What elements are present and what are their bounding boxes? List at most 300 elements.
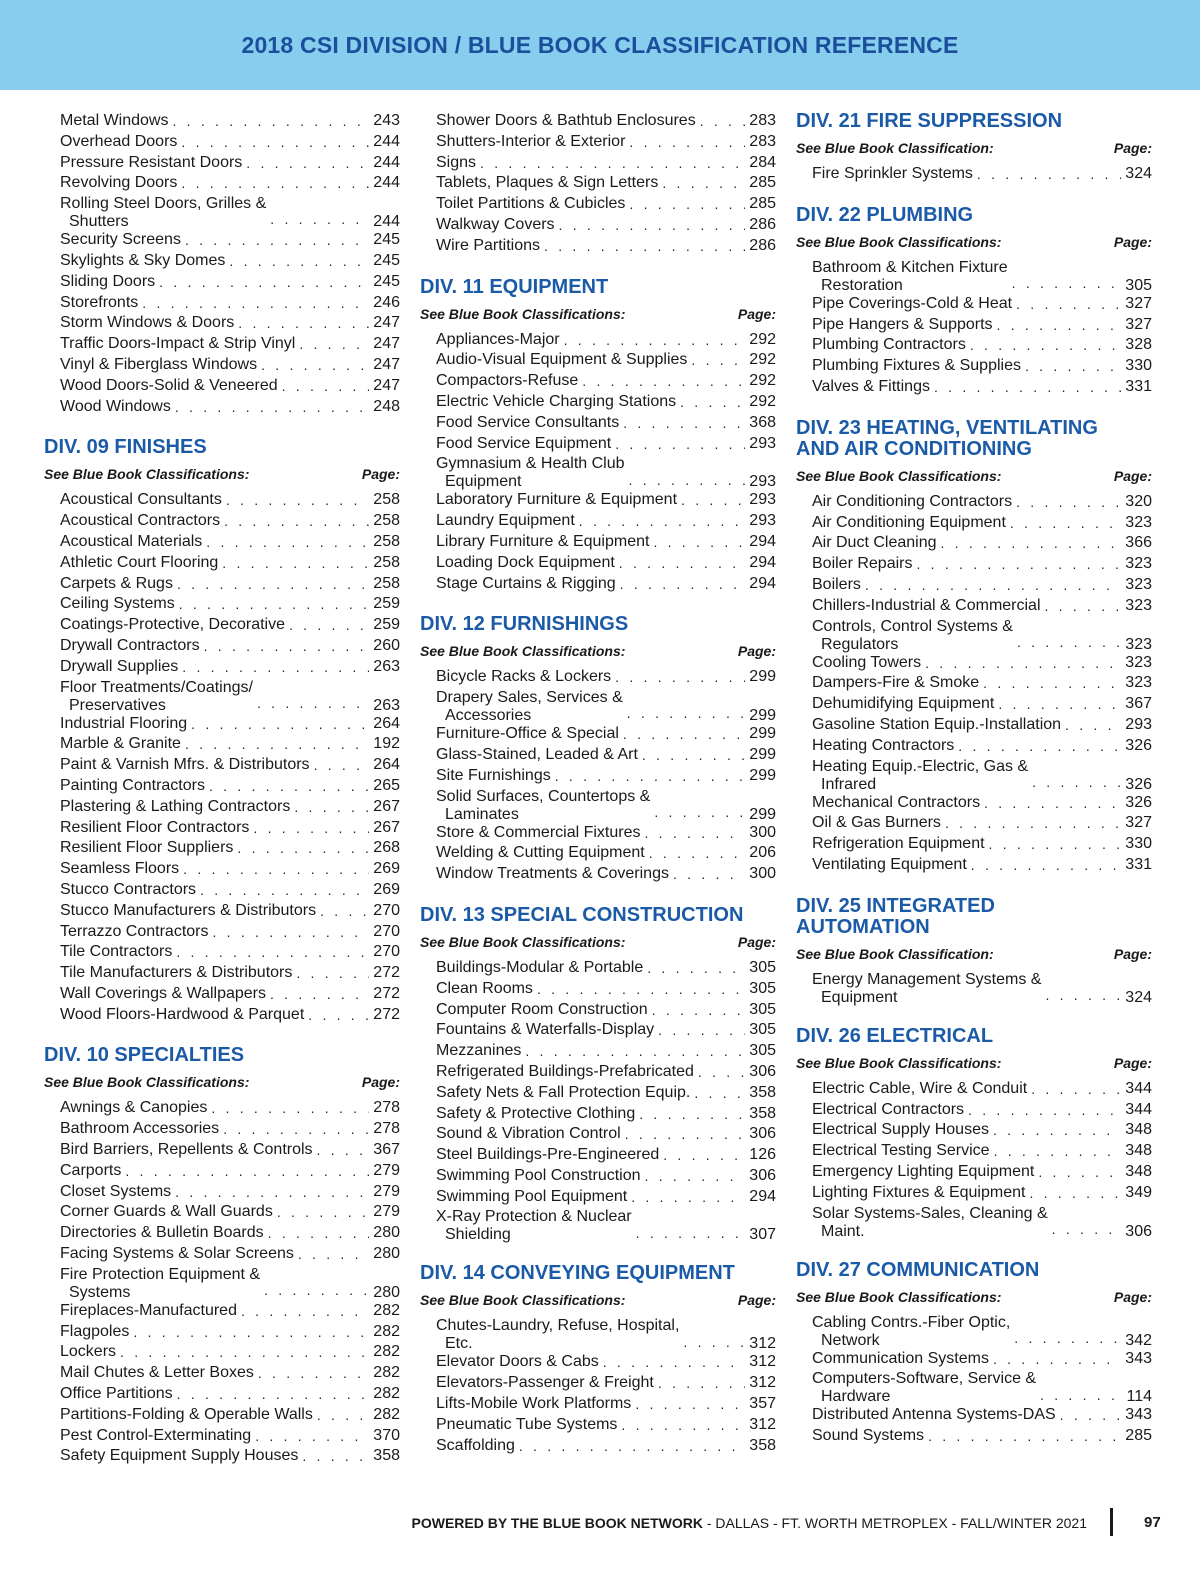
classification-entry bbox=[44, 1405, 400, 1426]
classification-subheading bbox=[796, 140, 1152, 156]
division-title-line1: DIV. 26 ELECTRICAL bbox=[796, 1024, 994, 1047]
dot-leader bbox=[1056, 1405, 1122, 1426]
dot-leader bbox=[631, 1394, 745, 1415]
dot-leader bbox=[1027, 1079, 1121, 1100]
classification-subheading bbox=[44, 466, 400, 482]
entry-name: Stucco Contractors bbox=[60, 880, 197, 898]
entry-page: 279 bbox=[373, 1182, 400, 1200]
dot-leader bbox=[237, 1301, 369, 1322]
entry-page: 285 bbox=[1125, 1427, 1152, 1445]
entry-name: Skylights & Sky Domes bbox=[60, 251, 226, 269]
entry-name: Painting Contractors bbox=[60, 776, 205, 794]
classification-entry bbox=[796, 1349, 1152, 1370]
classification-entry bbox=[44, 511, 400, 532]
dot-leader bbox=[990, 1141, 1122, 1162]
entry-page: 270 bbox=[373, 943, 400, 961]
dot-leader bbox=[861, 575, 1121, 596]
classification-entry bbox=[44, 1119, 400, 1140]
entry-page: 294 bbox=[749, 532, 776, 550]
dot-leader bbox=[994, 694, 1121, 715]
page-footer bbox=[0, 1508, 1200, 1538]
entry-page: 327 bbox=[1125, 814, 1152, 832]
classification-entry bbox=[44, 313, 400, 334]
classification-entry bbox=[420, 1166, 776, 1187]
entry-name: Terrazzo Contractors bbox=[60, 922, 209, 940]
dot-leader bbox=[533, 979, 745, 1000]
entry-page: 282 bbox=[373, 1385, 400, 1403]
entry-page: 279 bbox=[373, 1203, 400, 1221]
dot-leader bbox=[310, 755, 370, 776]
dot-leader bbox=[645, 843, 746, 864]
dot-leader bbox=[676, 392, 745, 413]
entry-page: 269 bbox=[373, 880, 400, 898]
entry-name: Gasoline Station Equip.-Installation bbox=[812, 715, 1062, 733]
classification-subheading bbox=[796, 1289, 1152, 1305]
entry-name-line1: Drapery Sales, Services & bbox=[436, 689, 623, 707]
classification-entry bbox=[44, 657, 400, 678]
page-column-label: Page: bbox=[737, 643, 776, 660]
dot-leader bbox=[989, 1120, 1121, 1141]
entry-name: Coatings-Protective, Decorative bbox=[60, 616, 285, 634]
entry-page: 264 bbox=[373, 756, 400, 774]
entry-name: Swimming Pool Construction bbox=[436, 1166, 641, 1184]
dot-leader bbox=[515, 1436, 745, 1457]
entry-name: Dampers-Fire & Smoke bbox=[812, 674, 980, 692]
subheading-label: See Blue Book Classification: bbox=[796, 140, 994, 156]
entry-page: 299 bbox=[749, 725, 776, 743]
entry-name: Resilient Floor Suppliers bbox=[60, 839, 234, 857]
classification-entry bbox=[44, 880, 400, 901]
classification-entry bbox=[796, 970, 1152, 1006]
subheading-label: See Blue Book Classifications: bbox=[420, 933, 626, 950]
classification-entry bbox=[420, 688, 776, 724]
entry-page: 358 bbox=[749, 1083, 776, 1101]
dot-leader bbox=[1012, 492, 1121, 513]
classification-entry bbox=[44, 132, 400, 153]
classification-entry bbox=[420, 532, 776, 553]
section-div11 bbox=[420, 277, 776, 595]
classification-subheading bbox=[796, 946, 1152, 962]
classification-entry bbox=[420, 979, 776, 1000]
dot-leader bbox=[218, 553, 369, 574]
entry-name bbox=[60, 678, 253, 714]
dot-leader bbox=[921, 653, 1121, 674]
entry-page: 267 bbox=[373, 818, 400, 836]
dot-leader bbox=[260, 1280, 369, 1301]
classification-entry bbox=[420, 454, 776, 490]
entry-page: 243 bbox=[373, 112, 400, 129]
dot-leader bbox=[304, 1005, 369, 1026]
entry-name-line2: Preservatives bbox=[69, 696, 166, 714]
entry-name: Wood Windows bbox=[60, 397, 171, 415]
dot-leader bbox=[476, 153, 745, 174]
entry-page: 192 bbox=[373, 735, 400, 753]
dot-leader bbox=[937, 533, 1122, 554]
classification-entry bbox=[420, 111, 776, 132]
dot-leader bbox=[611, 667, 745, 688]
entry-name: Signs bbox=[436, 153, 477, 171]
entry-page: 245 bbox=[373, 272, 400, 290]
entry-page: 320 bbox=[1125, 492, 1152, 510]
entry-name: Metal Windows bbox=[60, 112, 169, 129]
entry-name bbox=[436, 1316, 679, 1352]
entry-page: 300 bbox=[749, 865, 776, 883]
classification-entry bbox=[796, 1204, 1152, 1240]
dot-leader bbox=[129, 1322, 369, 1343]
division-title bbox=[420, 614, 776, 635]
entry-name: Electric Vehicle Charging Stations bbox=[436, 392, 677, 410]
entry-page: 293 bbox=[749, 491, 776, 509]
entry-page: 263 bbox=[373, 696, 400, 714]
entry-name-line2: Equipment bbox=[445, 473, 522, 491]
entry-name-line1: Heating Equip.-Electric, Gas & bbox=[812, 757, 1029, 775]
entry-name: Wood Floors-Hardwood & Parquet bbox=[60, 1005, 305, 1023]
dot-leader bbox=[278, 376, 370, 397]
classification-entry bbox=[796, 757, 1152, 793]
dot-leader bbox=[254, 1363, 369, 1384]
classification-subheading bbox=[420, 934, 776, 950]
entry-name: Laboratory Furniture & Equipment bbox=[436, 491, 678, 509]
dot-leader bbox=[155, 272, 369, 293]
classification-entry bbox=[44, 1244, 400, 1265]
dot-leader bbox=[617, 1415, 745, 1436]
entry-page: 272 bbox=[373, 964, 400, 982]
entry-page: 299 bbox=[749, 766, 776, 784]
dot-leader bbox=[257, 355, 369, 376]
classification-entry bbox=[796, 533, 1152, 554]
classification-entry bbox=[420, 745, 776, 766]
entry-page: 270 bbox=[373, 922, 400, 940]
classification-entry bbox=[44, 1426, 400, 1447]
division-title bbox=[420, 1263, 776, 1284]
classification-entry bbox=[420, 1187, 776, 1208]
entry-name: Plumbing Contractors bbox=[812, 336, 966, 354]
entry-name: Walkway Covers bbox=[436, 215, 555, 233]
entry-page: 370 bbox=[373, 1426, 400, 1444]
entry-name: Store & Commercial Fixtures bbox=[436, 823, 641, 841]
classification-entry bbox=[796, 1369, 1152, 1405]
classification-entry bbox=[420, 371, 776, 392]
entry-name: Facing Systems & Solar Screens bbox=[60, 1245, 294, 1263]
classification-entry bbox=[420, 1000, 776, 1021]
dot-leader bbox=[687, 350, 745, 371]
classification-entry bbox=[44, 901, 400, 922]
entry-page: 306 bbox=[749, 1166, 776, 1184]
dot-leader bbox=[1008, 273, 1122, 294]
entry-page: 244 bbox=[373, 153, 400, 171]
dot-leader bbox=[551, 766, 746, 787]
entry-page: 294 bbox=[749, 574, 776, 592]
column-3 bbox=[796, 111, 1152, 1467]
entry-page: 269 bbox=[373, 860, 400, 878]
dot-leader bbox=[941, 813, 1121, 834]
dot-leader bbox=[1041, 596, 1122, 617]
entry-page: 324 bbox=[1125, 165, 1152, 182]
entry-page: 267 bbox=[373, 797, 400, 815]
entry-page: 342 bbox=[1125, 1331, 1152, 1349]
entry-page: 366 bbox=[1125, 534, 1152, 552]
entry-name-line2: Systems bbox=[69, 1283, 131, 1301]
entry-name: Boiler Repairs bbox=[812, 555, 913, 573]
classification-entry bbox=[796, 855, 1152, 876]
dot-leader bbox=[234, 313, 369, 334]
classification-entry bbox=[420, 1083, 776, 1104]
classification-entry bbox=[44, 1322, 400, 1343]
entry-name-line1: Bathroom & Kitchen Fixture bbox=[812, 258, 1008, 276]
entry-name: Elevators-Passenger & Freight bbox=[436, 1374, 654, 1392]
entry-name-line1: Fire Protection Equipment & bbox=[60, 1265, 261, 1283]
dot-leader bbox=[181, 230, 369, 251]
entry-name: Sound Systems bbox=[812, 1427, 925, 1445]
entry-name: Audio-Visual Equipment & Supplies bbox=[436, 351, 688, 369]
dot-leader bbox=[1006, 513, 1121, 534]
entry-name: Drywall Supplies bbox=[60, 657, 179, 675]
entry-name: Computer Room Construction bbox=[436, 1000, 648, 1018]
entry-name: Toilet Partitions & Cubicles bbox=[436, 195, 626, 213]
dot-leader bbox=[623, 703, 746, 724]
classification-entry bbox=[44, 111, 400, 132]
dot-leader bbox=[200, 636, 370, 657]
entry-name: Stage Curtains & Rigging bbox=[436, 574, 616, 592]
dot-leader bbox=[273, 1202, 369, 1223]
entry-page: 278 bbox=[373, 1120, 400, 1138]
entry-name-line1: Floor Treatments/Coatings/ bbox=[60, 678, 253, 696]
entry-name bbox=[812, 1313, 1010, 1349]
classification-entry bbox=[44, 714, 400, 735]
dot-leader bbox=[1012, 294, 1121, 315]
entry-page: 282 bbox=[373, 1364, 400, 1382]
dot-leader bbox=[295, 334, 369, 355]
classification-entry bbox=[44, 153, 400, 174]
entry-page: 323 bbox=[1125, 596, 1152, 614]
entry-name: Lighting Fixtures & Equipment bbox=[812, 1183, 1026, 1201]
classification-entry bbox=[420, 787, 776, 823]
dot-leader bbox=[912, 554, 1121, 575]
entry-page: 358 bbox=[749, 1436, 776, 1454]
entry-name: Shutters-Interior & Exterior bbox=[436, 132, 626, 150]
entry-page: 293 bbox=[1125, 715, 1152, 733]
page-column-label: Page: bbox=[1113, 1288, 1152, 1305]
section-div22 bbox=[796, 205, 1152, 398]
entry-name: Heating Contractors bbox=[812, 736, 955, 754]
dot-leader bbox=[316, 901, 369, 922]
division-title-line1: DIV. 12 FURNISHINGS bbox=[420, 613, 629, 636]
classification-entry bbox=[796, 1162, 1152, 1183]
subheading-label: See Blue Book Classifications: bbox=[796, 233, 1002, 250]
dot-leader bbox=[625, 132, 745, 153]
dot-leader bbox=[1025, 1183, 1121, 1204]
dot-leader bbox=[616, 574, 746, 595]
entry-page: 299 bbox=[749, 668, 776, 686]
classification-entry bbox=[796, 1141, 1152, 1162]
entry-name: Distributed Antenna Systems-DAS bbox=[812, 1406, 1056, 1424]
entry-name: Lifts-Mobile Work Platforms bbox=[436, 1395, 632, 1413]
classification-entry bbox=[420, 574, 776, 595]
classification-entry bbox=[44, 1005, 400, 1026]
entry-page: 244 bbox=[373, 213, 400, 231]
dot-leader bbox=[694, 1062, 745, 1083]
entry-name: Plumbing Fixtures & Supplies bbox=[812, 357, 1021, 375]
classification-subheading bbox=[420, 643, 776, 659]
classification-entry bbox=[796, 575, 1152, 596]
dot-leader bbox=[1048, 1219, 1122, 1240]
classification-entry bbox=[44, 1384, 400, 1405]
entry-page: 357 bbox=[749, 1395, 776, 1413]
dot-leader bbox=[179, 859, 369, 880]
entry-name bbox=[436, 787, 650, 823]
entry-name: Swimming Pool Equipment bbox=[436, 1187, 628, 1205]
column-2 bbox=[420, 111, 776, 1476]
entry-page: 247 bbox=[373, 314, 400, 332]
page-column-label: Page: bbox=[737, 1292, 776, 1309]
entry-page: 312 bbox=[749, 1374, 776, 1392]
classification-subheading bbox=[420, 1292, 776, 1308]
classification-entry bbox=[420, 724, 776, 745]
entry-name-line2: Shielding bbox=[445, 1226, 511, 1244]
entry-page: 328 bbox=[1125, 336, 1152, 354]
subheading-label: See Blue Book Classifications: bbox=[420, 305, 626, 322]
entry-name: Athletic Court Flooring bbox=[60, 553, 219, 571]
subheading-label: See Blue Book Classification: bbox=[796, 945, 994, 962]
entry-page: 278 bbox=[373, 1099, 400, 1117]
classification-entry bbox=[44, 1363, 400, 1384]
entry-name: Clean Rooms bbox=[436, 979, 533, 997]
entry-name: Elevator Doors & Cabs bbox=[436, 1353, 599, 1371]
entry-name: Safety Equipment Supply Houses bbox=[60, 1447, 299, 1465]
dot-leader bbox=[648, 1000, 746, 1021]
division-title bbox=[796, 418, 1152, 460]
entry-page: 368 bbox=[749, 413, 776, 431]
entry-page: 206 bbox=[749, 844, 776, 862]
classification-entry bbox=[796, 335, 1152, 356]
entry-page: 264 bbox=[373, 714, 400, 732]
entry-name bbox=[812, 1369, 1036, 1405]
dot-leader bbox=[266, 984, 369, 1005]
entry-name: Marble & Granite bbox=[60, 735, 181, 753]
classification-entry bbox=[420, 392, 776, 413]
entry-name bbox=[812, 970, 1041, 1006]
division-title bbox=[796, 1260, 1152, 1281]
entry-page: 326 bbox=[1125, 736, 1152, 754]
classification-subheading bbox=[796, 1055, 1152, 1071]
classification-entry bbox=[44, 942, 400, 963]
entry-name-line2: Maint. bbox=[821, 1222, 865, 1240]
classification-entry bbox=[44, 615, 400, 636]
entry-name: Dehumidifying Equipment bbox=[812, 695, 995, 713]
classification-entry bbox=[420, 1020, 776, 1041]
entry-name-line1: Solid Surfaces, Countertops & bbox=[436, 787, 651, 805]
entry-name: Laundry Equipment bbox=[436, 512, 575, 530]
classification-entry bbox=[420, 1062, 776, 1083]
classification-entry bbox=[796, 834, 1152, 855]
classification-entry bbox=[44, 532, 400, 553]
dot-leader bbox=[966, 335, 1121, 356]
entry-page: 259 bbox=[373, 595, 400, 613]
classification-entry bbox=[44, 734, 400, 755]
entry-page: 306 bbox=[749, 1125, 776, 1143]
subheading-label: See Blue Book Classifications: bbox=[420, 643, 626, 660]
entry-page: 327 bbox=[1125, 315, 1152, 333]
dot-leader bbox=[635, 1104, 745, 1125]
dot-leader bbox=[171, 397, 369, 418]
classification-entry bbox=[420, 1373, 776, 1394]
list-col2-top bbox=[420, 111, 776, 257]
entry-name: Carpets & Rugs bbox=[60, 574, 173, 592]
dot-leader bbox=[196, 880, 369, 901]
entry-page: 268 bbox=[373, 839, 400, 857]
entry-name bbox=[60, 194, 266, 230]
entry-page: 326 bbox=[1125, 775, 1152, 793]
dot-leader bbox=[641, 823, 746, 844]
subheading-label: See Blue Book Classifications: bbox=[44, 1074, 250, 1091]
classification-entry bbox=[796, 1405, 1152, 1426]
entry-name: Pipe Hangers & Supports bbox=[812, 315, 993, 333]
entry-name-line1: Energy Management Systems & bbox=[812, 970, 1042, 988]
division-title-line1: DIV. 09 FINISHES bbox=[44, 436, 207, 459]
dot-leader bbox=[619, 724, 745, 745]
entry-page: 258 bbox=[373, 512, 400, 530]
classification-entry bbox=[44, 293, 400, 314]
page-column-label: Page: bbox=[1113, 945, 1152, 962]
dot-leader bbox=[615, 553, 746, 574]
dot-leader bbox=[632, 1223, 746, 1244]
entry-name-line2: Hardware bbox=[821, 1388, 891, 1406]
dot-leader bbox=[173, 574, 369, 595]
dot-leader bbox=[521, 1041, 745, 1062]
entry-page: 292 bbox=[749, 392, 776, 410]
entry-name-line2: Infrared bbox=[821, 775, 877, 793]
entry-name-line2: Shutters bbox=[69, 213, 129, 231]
classification-entry bbox=[796, 736, 1152, 757]
section-div13 bbox=[420, 905, 776, 1244]
entry-name: Ceiling Systems bbox=[60, 595, 175, 613]
classification-entry bbox=[420, 490, 776, 511]
entry-page: 263 bbox=[373, 657, 400, 675]
classification-entry bbox=[44, 355, 400, 376]
entry-name: Paint & Varnish Mfrs. & Distributors bbox=[60, 756, 310, 774]
entry-page: 246 bbox=[373, 293, 400, 311]
classification-entry bbox=[796, 1313, 1152, 1349]
classification-entry bbox=[796, 1120, 1152, 1141]
entry-page: 367 bbox=[373, 1141, 400, 1159]
classification-entry bbox=[796, 694, 1152, 715]
section-div26 bbox=[796, 1026, 1152, 1240]
classification-entry bbox=[796, 294, 1152, 315]
entry-name: Safety & Protective Clothing bbox=[436, 1104, 636, 1122]
division-title bbox=[796, 1026, 1152, 1047]
dot-leader bbox=[171, 1182, 369, 1203]
entry-page: 323 bbox=[1125, 575, 1152, 593]
classification-entry bbox=[796, 596, 1152, 617]
classification-entry bbox=[44, 797, 400, 818]
page-column-label: Page: bbox=[361, 1074, 400, 1091]
entry-name: Security Screens bbox=[60, 231, 181, 249]
dot-leader bbox=[989, 1349, 1121, 1370]
classification-entry bbox=[796, 813, 1152, 834]
dot-leader bbox=[313, 1140, 370, 1161]
dot-leader bbox=[207, 1098, 369, 1119]
entry-page: 299 bbox=[749, 745, 776, 763]
classification-entry bbox=[44, 376, 400, 397]
entry-name: Office Partitions bbox=[60, 1385, 173, 1403]
entry-name-line2: Accessories bbox=[445, 707, 532, 725]
classification-entry bbox=[796, 356, 1152, 377]
classification-entry bbox=[796, 513, 1152, 534]
dot-leader bbox=[209, 922, 370, 943]
classification-entry bbox=[796, 793, 1152, 814]
dot-leader bbox=[264, 1223, 370, 1244]
entry-page: 282 bbox=[373, 1301, 400, 1319]
